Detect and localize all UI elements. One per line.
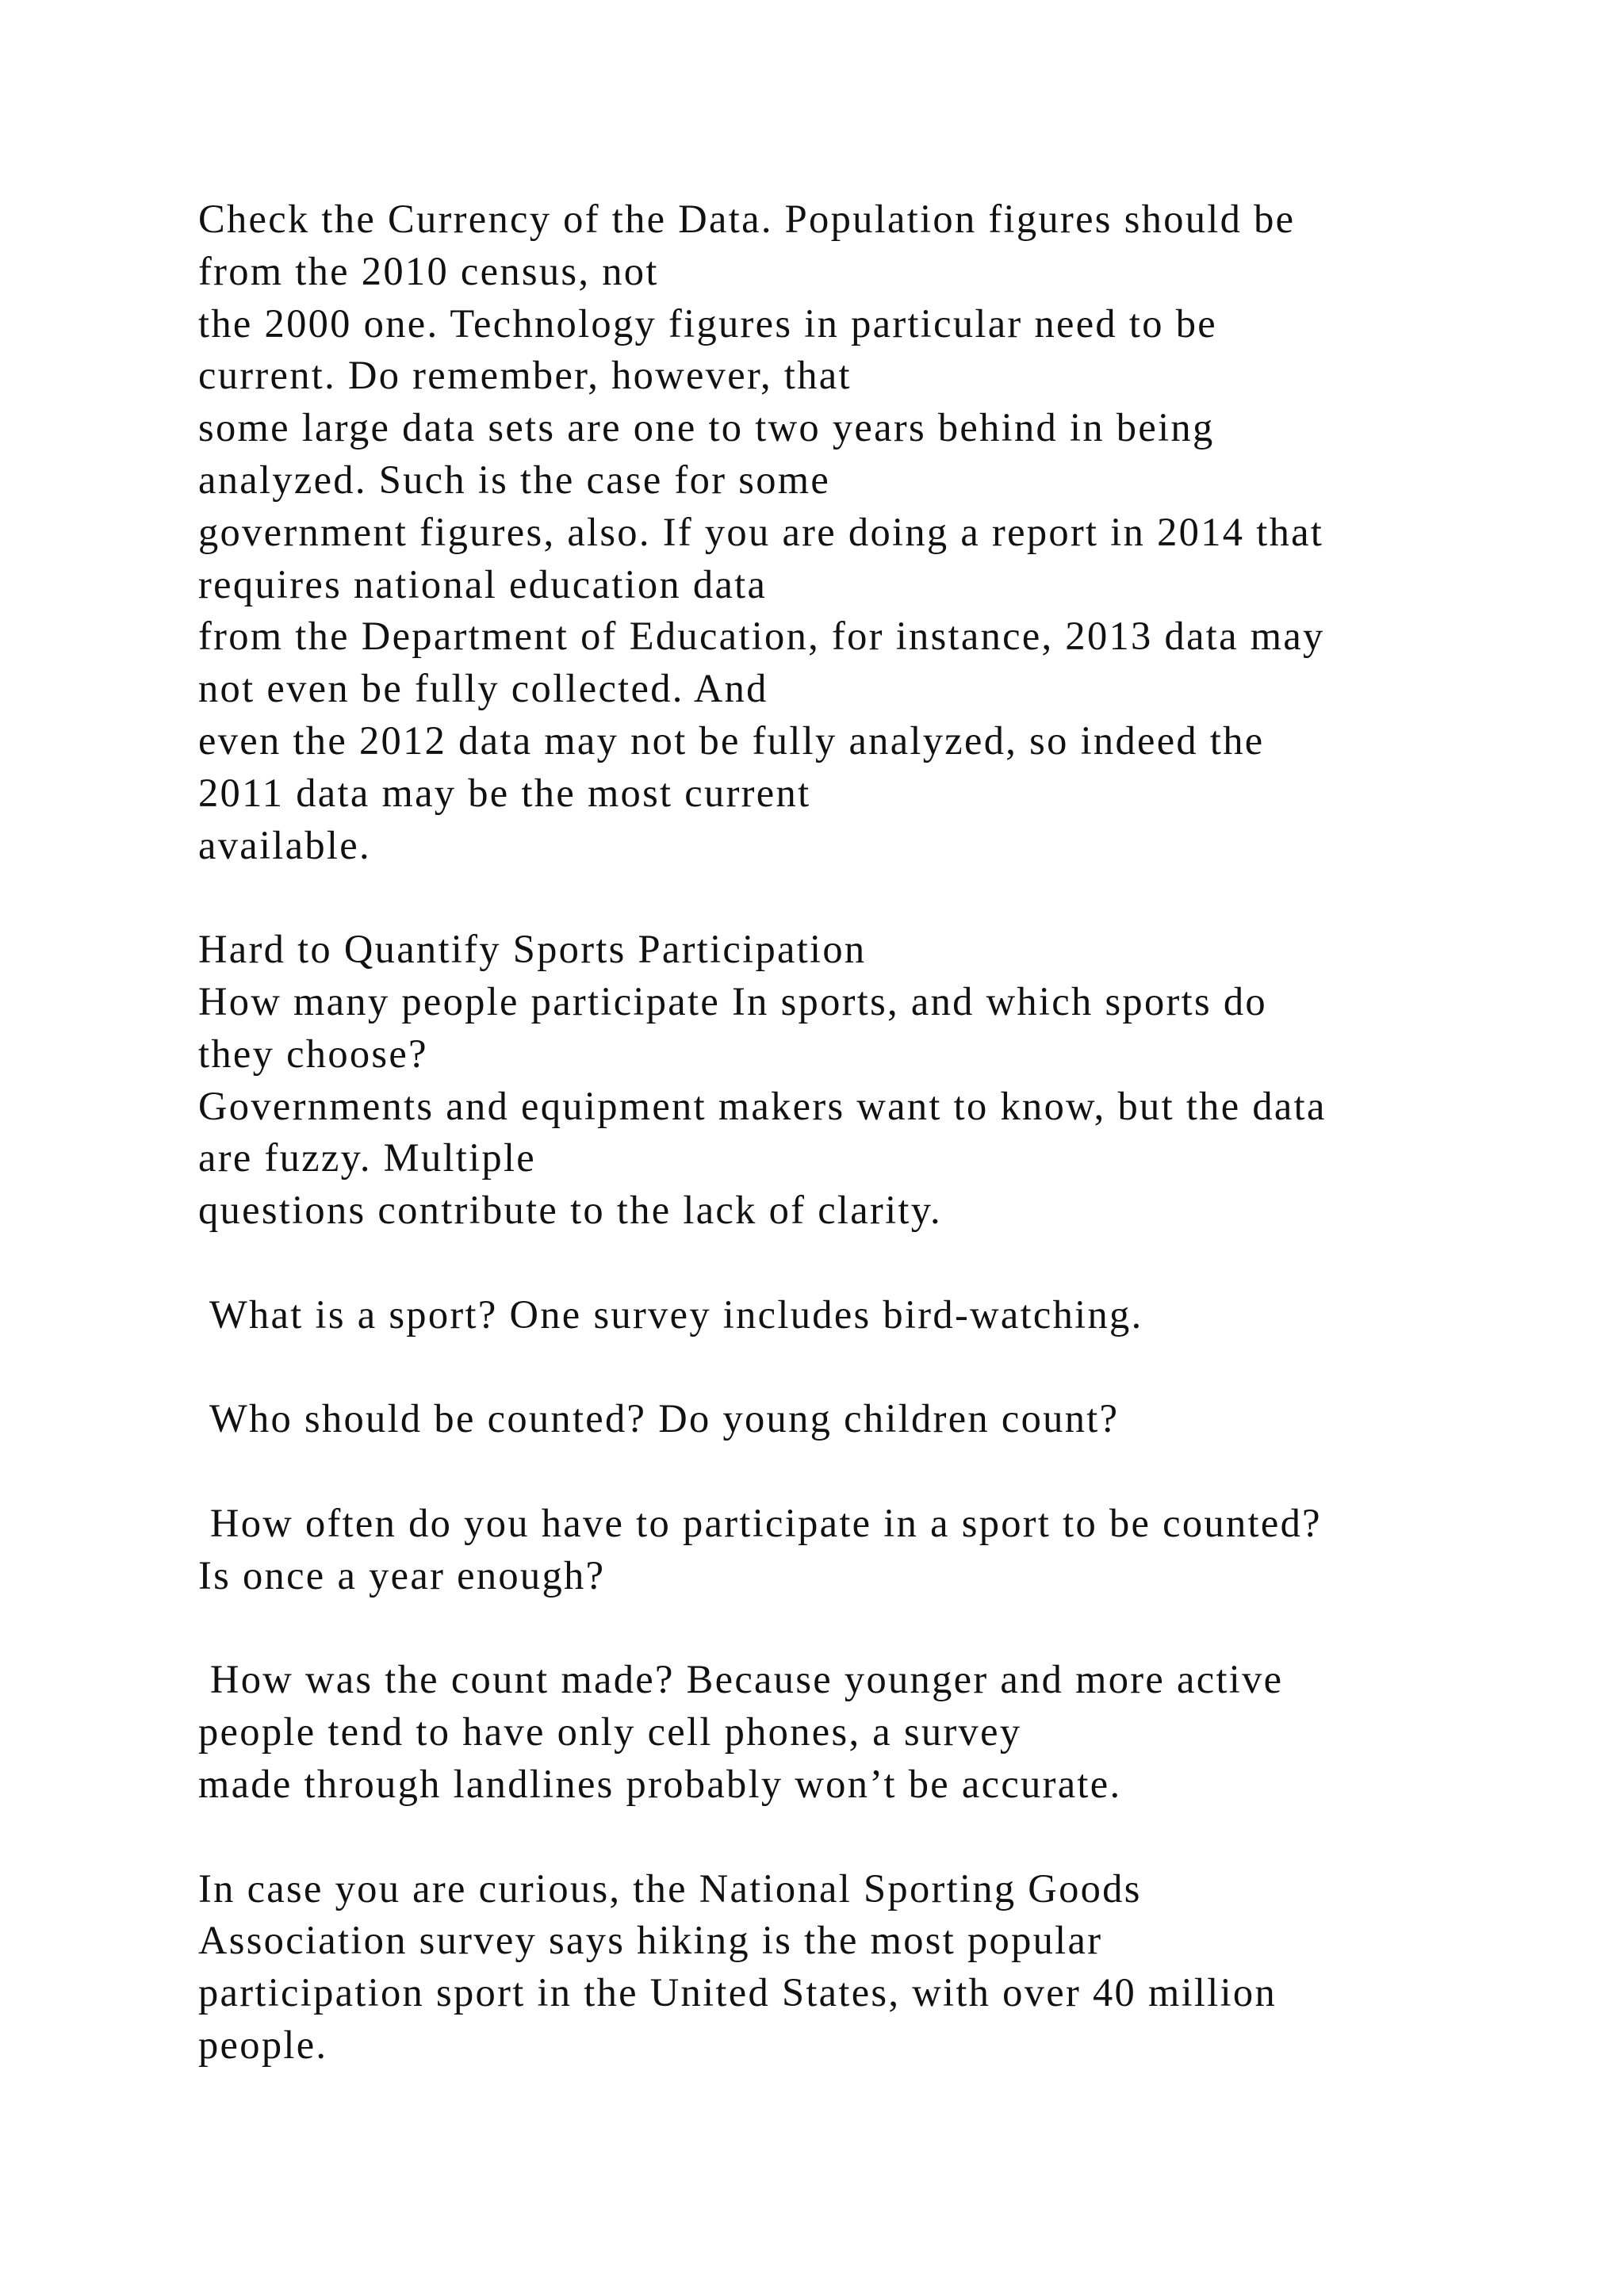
text-line: some large data sets are one to two years behind in being <box>198 405 1215 450</box>
text-line: analyzed. Such is the case for some <box>198 457 831 502</box>
text-line: 2011 data may be the most current <box>198 770 811 815</box>
text-line: from the Department of Education, for instance, 2013 data may <box>198 614 1325 659</box>
text-line: are fuzzy. Multiple <box>198 1135 537 1181</box>
text-line: available. <box>198 822 371 867</box>
question-item: What is a sport? One survey includes bird-watching. <box>198 1292 1143 1337</box>
paragraph-spacer <box>198 871 1594 924</box>
text-line: Check the Currency of the Data. Population figures should be <box>198 197 1296 241</box>
text-line: questions contribute to the lack of clarity. <box>198 1188 942 1233</box>
currency-paragraph <box>198 193 1594 871</box>
text-line: the 2000 one. Technology figures in particular need to be <box>198 300 1217 346</box>
text-line: government figures, also. If you are doing a report in 2014 that <box>198 509 1324 554</box>
text-line: In case you are curious, the National Sporting Goods <box>198 1866 1142 1911</box>
text-line: current. Do remember, however, that <box>198 353 852 398</box>
paragraph-spacer <box>198 1237 1594 1289</box>
section-heading: Hard to Quantify Sports Participation <box>198 927 867 972</box>
text-line: Association survey says hiking is the most popular <box>198 1918 1103 1963</box>
paragraph-spacer <box>198 1341 1594 1394</box>
text-line: people. <box>198 2022 328 2067</box>
question-item: How often do you have to participate in a sport to be counted? <box>198 1500 1322 1545</box>
sports-section <box>198 924 1594 2072</box>
text-line: even the 2012 data may not be fully analyzed, so indeed the <box>198 718 1265 763</box>
question-item: Who should be counted? Do young children count? <box>198 1396 1120 1441</box>
text-line: people tend to have only cell phones, a survey <box>198 1709 1022 1755</box>
document-page <box>198 193 1594 2072</box>
text-line: made through landlines probably won’t be accurate. <box>198 1761 1122 1806</box>
question-item: How was the count made? Because younger and more active <box>198 1657 1284 1702</box>
text-line: requires national education data <box>198 561 768 607</box>
paragraph-spacer <box>198 1811 1594 1863</box>
text-line: from the 2010 census, not <box>198 248 659 293</box>
text-line: Is once a year enough? <box>198 1552 606 1598</box>
text-line: not even be fully collected. And <box>198 666 768 711</box>
paragraph-spacer <box>198 1602 1594 1655</box>
text-line: How many people participate In sports, and which sports do <box>198 978 1267 1024</box>
paragraph-spacer <box>198 1445 1594 1498</box>
text-line: they choose? <box>198 1031 428 1076</box>
text-line: Governments and equipment makers want to know, but the data <box>198 1083 1327 1128</box>
text-line: participation sport in the United States, with over 40 million <box>198 1970 1277 2015</box>
